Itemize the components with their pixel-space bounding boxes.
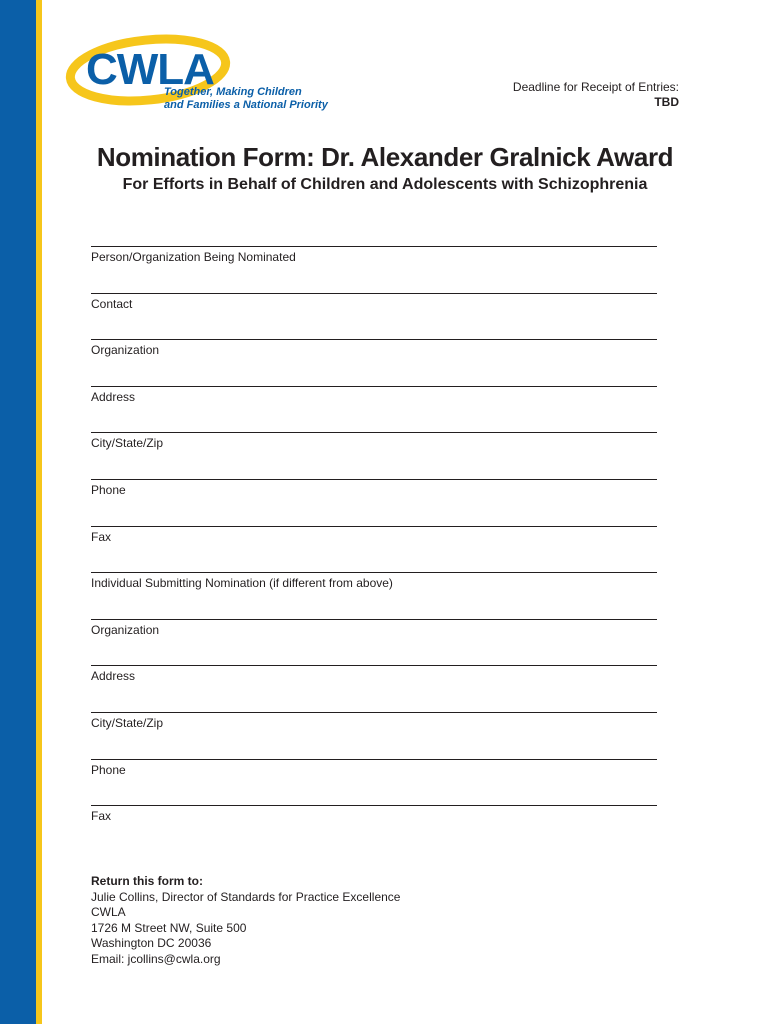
return-line: 1726 M Street NW, Suite 500 [91,920,247,935]
field-submitter-address[interactable] [91,651,657,698]
field-fax[interactable] [91,512,657,559]
field-submitter-phone[interactable] [91,745,657,792]
field-line[interactable] [91,526,657,527]
logo-tagline-line2: and Families a National Priority [164,99,328,111]
field-line[interactable] [91,665,657,666]
field-submitter-fax[interactable] [91,791,657,838]
field-label: Fax [91,529,112,544]
field-label: City/State/Zip [91,715,164,730]
field-line[interactable] [91,805,657,806]
deadline-value: TBD [654,95,679,109]
field-label: Organization [91,343,160,358]
field-line[interactable] [91,246,657,247]
form-subtitle: For Efforts in Behalf of Children and Adolescents with Schizophrenia [122,176,648,193]
field-phone[interactable] [91,465,657,512]
form-fields [91,232,657,838]
return-heading: Return this form to: [91,874,203,888]
logo-tagline-line1: Together, Making Children [164,86,302,98]
field-line[interactable] [91,479,657,480]
field-label: Contact [91,296,133,311]
field-label: Individual Submitting Nomination (if different from above) [91,576,393,591]
field-label: Organization [91,622,160,637]
field-address[interactable] [91,372,657,419]
field-nominee[interactable] [91,232,657,279]
field-line[interactable] [91,572,657,573]
field-label: City/State/Zip [91,436,164,451]
field-organization[interactable] [91,325,657,372]
return-email[interactable]: Email: jcollins@cwla.org [91,951,221,966]
field-label: Phone [91,762,126,777]
field-line[interactable] [91,619,657,620]
field-line[interactable] [91,712,657,713]
return-address-block [91,874,400,968]
svg-text:CWLA: CWLA [86,45,214,94]
return-line: Julie Collins, Director of Standards for Practice Excellence [91,889,401,904]
deadline-block [513,80,679,110]
field-line[interactable] [91,386,657,387]
field-contact[interactable] [91,279,657,326]
field-submitter-city-state-zip[interactable] [91,698,657,745]
field-line[interactable] [91,339,657,340]
deadline-label: Deadline for Receipt of Entries: [512,80,679,94]
field-line[interactable] [91,293,657,294]
form-title: Nomination Form: Dr. Alexander Gralnick Award [96,142,674,172]
field-label: Phone [91,482,126,497]
field-label: Fax [91,809,112,824]
field-submitter[interactable] [91,558,657,605]
field-label: Address [91,389,136,404]
field-submitter-organization[interactable] [91,605,657,652]
field-line[interactable] [91,759,657,760]
field-label: Address [91,669,136,684]
field-line[interactable] [91,432,657,433]
return-line: CWLA [91,905,126,920]
return-line: Washington DC 20036 [91,936,212,951]
cwla-logo [64,30,328,116]
field-label: Person/Organization Being Nominated [91,250,296,264]
field-city-state-zip[interactable] [91,418,657,465]
